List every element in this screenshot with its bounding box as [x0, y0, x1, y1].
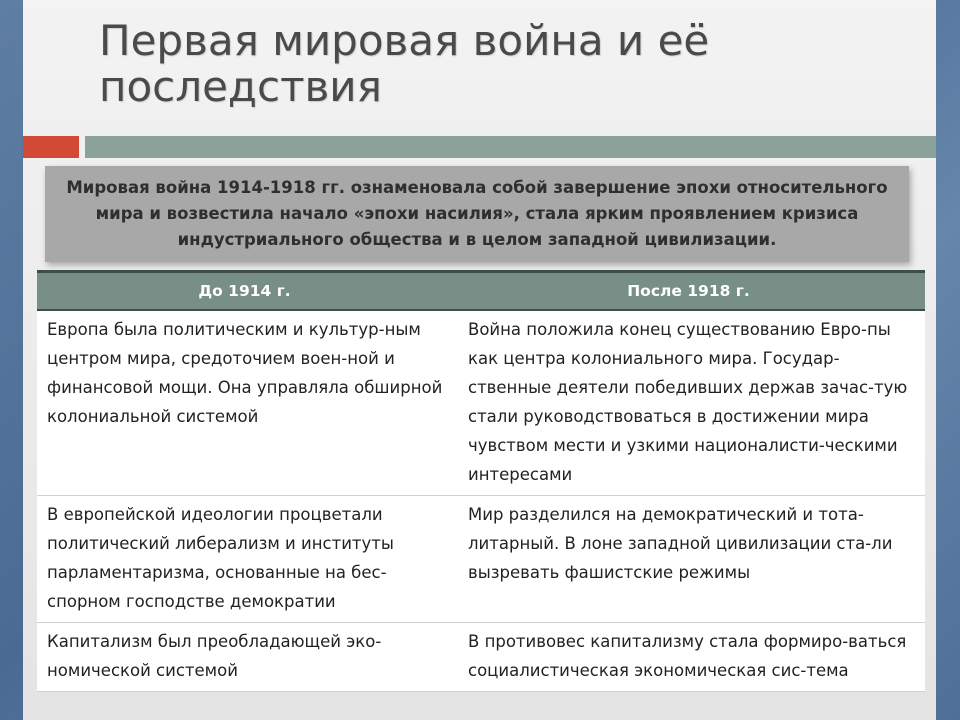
cell-before: Капитализм был преобладающей эко-номической системой [37, 623, 452, 692]
accent-bar [85, 136, 936, 158]
slide [23, 0, 936, 720]
accent-red-block [23, 136, 79, 158]
cell-after: В противовес капитализму стала формиро-ваться социалистическая экономическая сис-тема [452, 623, 925, 692]
slide-title: Первая мировая война и её последствия [99, 16, 710, 111]
table-header-row [37, 272, 925, 311]
cell-after: Война положила конец существованию Евро-пы как центра колониального мира. Государ-ственные деятели победивших держав зачас-тую стали руководствоваться в достижении мира чувством мести и узкими националисти-ческими интересами [452, 310, 925, 496]
table-row [37, 623, 925, 692]
cell-after: Мир разделился на демократический и тота-литарный. В лоне западной цивилизации ста-ли вызревать фашистские режимы [452, 496, 925, 623]
table-row [37, 310, 925, 496]
cell-before: Европа была политическим и культур-ным центром мира, средоточием воен-ной и финансовой мощи. Она управляла обширной колониальной системой [37, 310, 452, 496]
comparison-table [37, 270, 925, 692]
intro-box [45, 166, 909, 262]
intro-text: Мировая война 1914-1918 гг. ознаменовала собой завершение эпохи относительного мира и возвестила начало «эпохи насилия», стала ярким проявлением кризиса индустриального общества и в целом западной цивилизации. [66, 178, 888, 249]
table-row [37, 496, 925, 623]
header-after-1918: После 1918 г. [452, 272, 925, 311]
header-before-1914: До 1914 г. [37, 272, 452, 311]
cell-before: В европейской идеологии процветали политический либерализм и институты парламентаризма, основанные на бес-спорном господстве демократии [37, 496, 452, 623]
